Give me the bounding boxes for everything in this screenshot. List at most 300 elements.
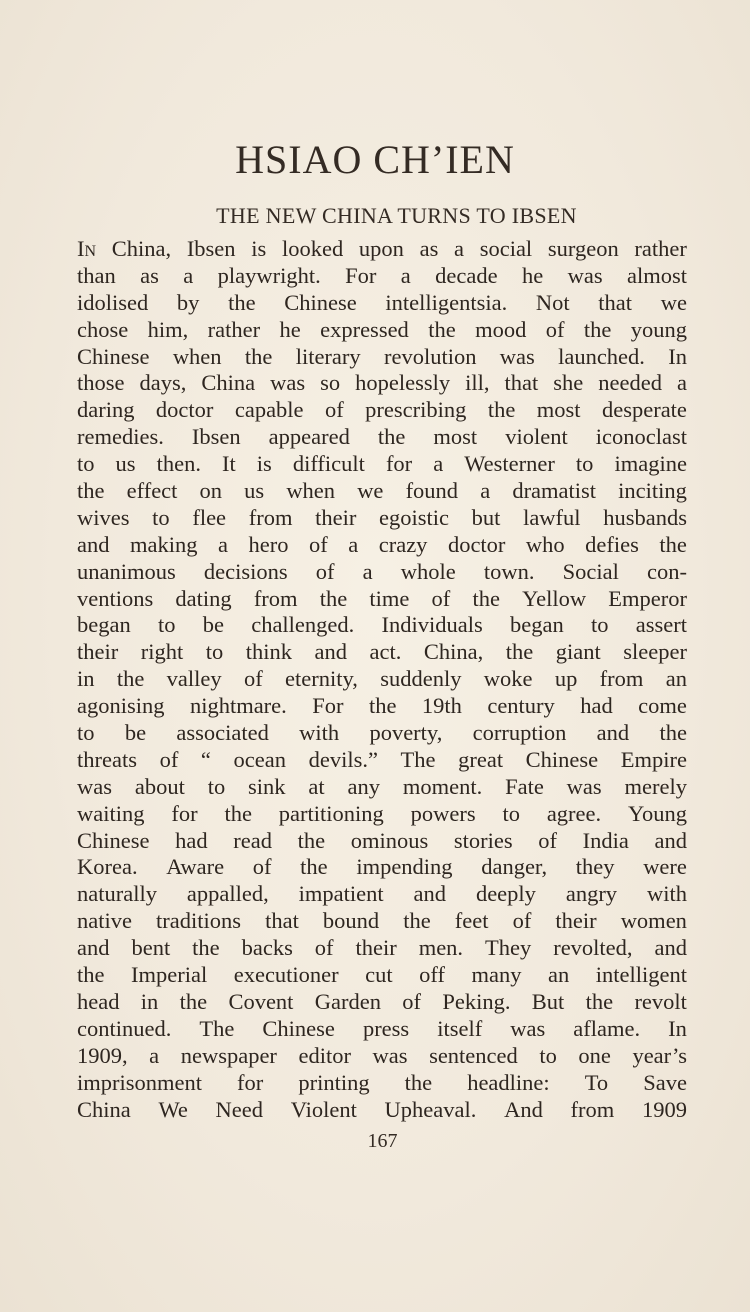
word: for bbox=[171, 800, 198, 826]
text-line bbox=[77, 532, 687, 559]
word: a bbox=[362, 558, 373, 584]
word: associated bbox=[176, 720, 269, 746]
word: capable bbox=[234, 397, 304, 423]
word: is bbox=[251, 236, 267, 261]
word: China bbox=[77, 1096, 131, 1122]
word: off bbox=[419, 962, 446, 988]
word: launched. bbox=[558, 343, 645, 369]
word: was bbox=[566, 773, 602, 799]
text-line bbox=[77, 1097, 687, 1124]
word: Ibsen bbox=[191, 424, 241, 450]
word: of bbox=[538, 827, 557, 853]
word: great bbox=[458, 746, 504, 772]
word: from bbox=[599, 666, 644, 692]
text-line bbox=[77, 1016, 687, 1043]
text-line bbox=[77, 370, 687, 397]
text-line bbox=[77, 666, 687, 693]
word: violent bbox=[505, 424, 568, 450]
word: rather bbox=[207, 316, 261, 342]
word: “ bbox=[200, 746, 211, 772]
word: revolt bbox=[634, 988, 687, 1014]
word: the bbox=[585, 988, 614, 1014]
word: corruption bbox=[472, 720, 567, 746]
word: 1909 bbox=[641, 1096, 687, 1122]
word: a bbox=[400, 262, 411, 288]
word: 1909, bbox=[77, 1042, 128, 1068]
word: right bbox=[140, 639, 184, 665]
word: began bbox=[510, 612, 564, 638]
word: the bbox=[403, 908, 431, 934]
word: China, bbox=[111, 236, 172, 261]
word: men. bbox=[418, 935, 464, 961]
word: and bbox=[77, 935, 110, 961]
word: They bbox=[485, 935, 532, 961]
word: Imperial bbox=[131, 962, 208, 988]
word: In bbox=[77, 236, 97, 261]
word: to bbox=[157, 612, 176, 638]
word: flee bbox=[192, 504, 227, 530]
word: editor bbox=[298, 1042, 351, 1068]
word: the bbox=[77, 478, 105, 504]
word: It bbox=[222, 451, 236, 477]
word: In bbox=[668, 343, 687, 369]
word: itself bbox=[437, 1015, 483, 1041]
text-line bbox=[77, 1043, 687, 1070]
word: dramatist bbox=[512, 478, 597, 504]
word: Covent bbox=[228, 988, 294, 1014]
word: of bbox=[314, 935, 334, 961]
word: danger, bbox=[481, 854, 548, 880]
word: a bbox=[480, 478, 491, 504]
word: act. bbox=[369, 639, 402, 665]
word: to bbox=[590, 612, 609, 638]
word: China bbox=[201, 370, 256, 396]
word: those bbox=[77, 370, 125, 396]
text-line bbox=[77, 774, 687, 801]
word: effect bbox=[126, 478, 178, 504]
word: us bbox=[115, 451, 136, 477]
word: prescribing bbox=[365, 397, 467, 423]
word: appalled, bbox=[186, 881, 269, 907]
word: Violent bbox=[290, 1096, 357, 1122]
word: And bbox=[504, 1096, 543, 1122]
word: the bbox=[300, 854, 328, 880]
word: threats bbox=[77, 746, 137, 772]
word: from bbox=[248, 504, 293, 530]
word: found bbox=[405, 478, 459, 504]
word: daring bbox=[77, 397, 135, 423]
word: head bbox=[77, 988, 120, 1014]
word: hero bbox=[248, 531, 289, 557]
word: Save bbox=[643, 1069, 687, 1095]
word: about bbox=[134, 773, 185, 799]
word: of bbox=[545, 316, 565, 342]
essay-body bbox=[77, 236, 687, 1123]
word: intelligentsia. bbox=[385, 289, 508, 315]
word: ventions bbox=[77, 585, 154, 611]
word: he bbox=[279, 316, 301, 342]
text-line bbox=[77, 424, 687, 451]
word: is bbox=[256, 451, 272, 477]
word: and bbox=[77, 531, 110, 557]
word: was bbox=[567, 262, 603, 288]
word: doctor bbox=[155, 397, 214, 423]
word: agonising bbox=[77, 693, 165, 719]
text-line bbox=[77, 290, 687, 317]
word: printing bbox=[298, 1069, 370, 1095]
word: Emperor bbox=[608, 585, 687, 611]
word: almost bbox=[626, 262, 687, 288]
word: a bbox=[183, 262, 194, 288]
word: Garden bbox=[314, 988, 381, 1014]
word: wives bbox=[77, 504, 130, 530]
word: challenged. bbox=[251, 612, 355, 638]
word: of bbox=[512, 908, 532, 934]
word: she bbox=[553, 370, 584, 396]
word: devils.” bbox=[308, 746, 378, 772]
word: were bbox=[643, 854, 687, 880]
word: social bbox=[479, 236, 533, 261]
word: nightmare. bbox=[189, 693, 287, 719]
word: the bbox=[659, 720, 687, 746]
word: desperate bbox=[601, 397, 687, 423]
word: rather bbox=[634, 236, 687, 261]
word: egoistic bbox=[379, 504, 449, 530]
word: be bbox=[124, 720, 147, 746]
word: to bbox=[539, 1042, 557, 1068]
word: surgeon bbox=[547, 236, 619, 261]
word: the bbox=[505, 639, 534, 665]
word: needed bbox=[598, 370, 662, 396]
word: sink bbox=[248, 773, 286, 799]
word: ocean bbox=[233, 746, 286, 772]
word: many bbox=[471, 962, 522, 988]
word: India bbox=[582, 827, 629, 853]
word: press bbox=[362, 1015, 410, 1041]
word: of bbox=[324, 397, 344, 423]
word: idolised bbox=[77, 289, 149, 315]
text-line bbox=[77, 828, 687, 855]
word: decisions bbox=[203, 558, 288, 584]
word: But bbox=[531, 988, 565, 1014]
word: stories bbox=[453, 827, 513, 853]
word: the bbox=[192, 935, 220, 961]
text-line bbox=[77, 236, 687, 263]
word: as bbox=[419, 236, 439, 261]
word: making bbox=[130, 531, 198, 557]
word: with bbox=[646, 881, 687, 907]
text-line bbox=[77, 559, 687, 586]
word: imagine bbox=[614, 451, 687, 477]
word: eternity, bbox=[285, 666, 358, 692]
word: a bbox=[454, 236, 465, 261]
word: at bbox=[308, 773, 325, 799]
word: Peking. bbox=[442, 988, 511, 1014]
word: their bbox=[355, 935, 397, 961]
word: Chinese bbox=[262, 1015, 335, 1041]
word: The bbox=[199, 1015, 235, 1041]
word: In bbox=[668, 1015, 687, 1041]
page-number: 167 bbox=[367, 1130, 398, 1152]
word: and bbox=[596, 720, 630, 746]
word: ominous bbox=[350, 827, 429, 853]
word: as bbox=[140, 262, 159, 288]
word: impatient bbox=[298, 881, 384, 907]
word: the bbox=[428, 316, 456, 342]
word: to bbox=[77, 451, 95, 477]
word: bent bbox=[131, 935, 171, 961]
word: con- bbox=[647, 558, 687, 584]
word: their bbox=[77, 639, 119, 665]
word: to bbox=[77, 720, 95, 746]
word: difficult bbox=[292, 451, 365, 477]
word: a bbox=[149, 1042, 160, 1068]
word: husbands bbox=[603, 504, 687, 530]
word: was bbox=[372, 1042, 408, 1068]
word: by bbox=[176, 289, 200, 315]
word: of bbox=[159, 746, 179, 772]
word: the bbox=[659, 531, 687, 557]
word: an bbox=[548, 962, 570, 988]
word: their bbox=[555, 908, 597, 934]
text-line bbox=[77, 344, 687, 371]
word: the bbox=[377, 424, 406, 450]
word: year’s bbox=[632, 1042, 687, 1068]
word: to bbox=[575, 451, 594, 477]
word: intelligent bbox=[595, 962, 687, 988]
word: women bbox=[620, 908, 687, 934]
word: us bbox=[244, 478, 265, 504]
text-line bbox=[77, 989, 687, 1016]
word: was bbox=[499, 343, 535, 369]
word: then. bbox=[156, 451, 201, 477]
word: aflame. bbox=[573, 1015, 641, 1041]
text-line bbox=[77, 263, 687, 290]
word: one bbox=[578, 1042, 611, 1068]
word: the bbox=[319, 585, 348, 611]
text-line bbox=[77, 693, 687, 720]
word: for bbox=[385, 451, 413, 477]
word: inciting bbox=[618, 478, 687, 504]
word: up bbox=[554, 666, 578, 692]
text-line bbox=[77, 612, 687, 639]
text-line bbox=[77, 505, 687, 532]
word: whole bbox=[400, 558, 456, 584]
word: 19th bbox=[421, 693, 462, 719]
word: revolution bbox=[383, 343, 477, 369]
word: from bbox=[570, 1096, 615, 1122]
word: the bbox=[244, 343, 273, 369]
word: giant bbox=[555, 639, 601, 665]
word: For bbox=[345, 262, 377, 288]
word: days, bbox=[139, 370, 187, 396]
word: powers bbox=[410, 800, 476, 826]
word: they bbox=[575, 854, 615, 880]
word: and bbox=[314, 639, 348, 665]
word: the bbox=[487, 397, 516, 423]
word: of bbox=[431, 585, 451, 611]
word: began bbox=[77, 612, 131, 638]
word: be bbox=[202, 612, 224, 638]
word: a bbox=[677, 370, 687, 396]
word: looked bbox=[281, 236, 344, 261]
word: lawful bbox=[523, 504, 581, 530]
text-line bbox=[77, 478, 687, 505]
text-line bbox=[77, 639, 687, 666]
word: when bbox=[172, 343, 222, 369]
word: assert bbox=[635, 612, 687, 638]
word: to bbox=[207, 773, 226, 799]
word: in bbox=[140, 988, 159, 1014]
word: the bbox=[297, 827, 326, 853]
word: angry bbox=[565, 881, 618, 907]
word: waiting bbox=[77, 800, 145, 826]
word: literary bbox=[295, 343, 361, 369]
word: Westerner bbox=[464, 451, 555, 477]
word: cut bbox=[365, 962, 393, 988]
word: Empire bbox=[620, 746, 687, 772]
word: for bbox=[237, 1069, 264, 1095]
text-line bbox=[77, 720, 687, 747]
word: we bbox=[357, 478, 384, 504]
word: of bbox=[315, 558, 335, 584]
text-line bbox=[77, 962, 687, 989]
word: dating bbox=[175, 585, 232, 611]
word: appeared bbox=[268, 424, 350, 450]
text-line bbox=[77, 908, 687, 935]
word: Young bbox=[627, 800, 687, 826]
word: a bbox=[218, 531, 228, 557]
word: and bbox=[654, 827, 687, 853]
word: Not bbox=[535, 289, 570, 315]
word: young bbox=[630, 316, 687, 342]
text-line bbox=[77, 317, 687, 344]
word: Fate bbox=[505, 773, 544, 799]
text-line bbox=[77, 1070, 687, 1097]
essay-title: THE NEW CHINA TURNS TO IBSEN bbox=[216, 203, 577, 228]
word: ill, bbox=[465, 370, 490, 396]
word: time bbox=[369, 585, 410, 611]
word: The bbox=[400, 746, 436, 772]
word: that bbox=[598, 289, 633, 315]
word: suddenly bbox=[380, 666, 462, 692]
word: partitioning bbox=[278, 800, 384, 826]
word: was bbox=[270, 370, 306, 396]
word: the bbox=[368, 693, 397, 719]
word: town. bbox=[483, 558, 535, 584]
word: was bbox=[510, 1015, 546, 1041]
word: unanimous bbox=[77, 558, 176, 584]
word: so bbox=[320, 370, 341, 396]
word: expressed bbox=[320, 316, 409, 342]
word: read bbox=[233, 827, 272, 853]
word: defies bbox=[585, 531, 639, 557]
word: poverty, bbox=[369, 720, 443, 746]
word: that bbox=[504, 370, 539, 396]
word: of bbox=[308, 531, 328, 557]
word: revolted, bbox=[553, 935, 633, 961]
word: moment. bbox=[402, 773, 483, 799]
word: than bbox=[77, 262, 116, 288]
word: bound bbox=[322, 908, 380, 934]
word: when bbox=[286, 478, 336, 504]
word: backs bbox=[241, 935, 293, 961]
text-line bbox=[77, 586, 687, 613]
word: on bbox=[199, 478, 223, 504]
word: and bbox=[413, 881, 447, 907]
word: Social bbox=[562, 558, 619, 584]
word: him, bbox=[147, 316, 189, 342]
word: Upheaval. bbox=[384, 1096, 477, 1122]
word: most bbox=[536, 397, 581, 423]
word: imprisonment bbox=[77, 1069, 202, 1095]
word: Chinese bbox=[77, 343, 150, 369]
word: in bbox=[77, 666, 95, 692]
word: their bbox=[315, 504, 357, 530]
word: feet bbox=[454, 908, 489, 934]
word: chose bbox=[77, 316, 129, 342]
word: mood bbox=[475, 316, 527, 342]
word: Aware bbox=[166, 854, 225, 880]
word: valley bbox=[166, 666, 222, 692]
word: a bbox=[433, 451, 444, 477]
word: hopelessly bbox=[355, 370, 451, 396]
word: the bbox=[472, 585, 500, 611]
word: Chinese bbox=[525, 746, 599, 772]
word: to bbox=[205, 639, 224, 665]
word: deeply bbox=[475, 881, 536, 907]
word: the bbox=[224, 800, 252, 826]
word: playwright. bbox=[217, 262, 321, 288]
word: century bbox=[487, 693, 555, 719]
word: but bbox=[471, 504, 501, 530]
word: with bbox=[299, 720, 340, 746]
word: doctor bbox=[447, 531, 506, 557]
word: Need bbox=[215, 1096, 264, 1122]
word: that bbox=[265, 908, 299, 934]
word: impending bbox=[356, 854, 453, 880]
word: had bbox=[580, 693, 613, 719]
word: the bbox=[116, 666, 145, 692]
word: of bbox=[243, 666, 263, 692]
word: of bbox=[252, 854, 272, 880]
word: had bbox=[175, 827, 208, 853]
word: Individuals bbox=[381, 612, 483, 638]
word: the bbox=[228, 289, 256, 315]
word: continued. bbox=[77, 1015, 172, 1041]
word: most bbox=[433, 424, 478, 450]
word: sentenced bbox=[429, 1042, 518, 1068]
text-line bbox=[77, 935, 687, 962]
word: and bbox=[654, 935, 687, 961]
word: China, bbox=[423, 639, 484, 665]
word: We bbox=[158, 1096, 188, 1122]
word: we bbox=[660, 289, 687, 315]
text-line bbox=[77, 881, 687, 908]
word: headline: bbox=[467, 1069, 550, 1095]
word: was bbox=[77, 773, 112, 799]
text-line bbox=[77, 451, 687, 478]
word: think bbox=[245, 639, 293, 665]
word: Yellow bbox=[522, 585, 587, 611]
word: of bbox=[402, 988, 422, 1014]
word: For bbox=[312, 693, 344, 719]
word: from bbox=[253, 585, 298, 611]
word: the bbox=[583, 316, 612, 342]
word: come bbox=[638, 693, 687, 719]
text-line bbox=[77, 397, 687, 424]
word: the bbox=[77, 962, 105, 988]
